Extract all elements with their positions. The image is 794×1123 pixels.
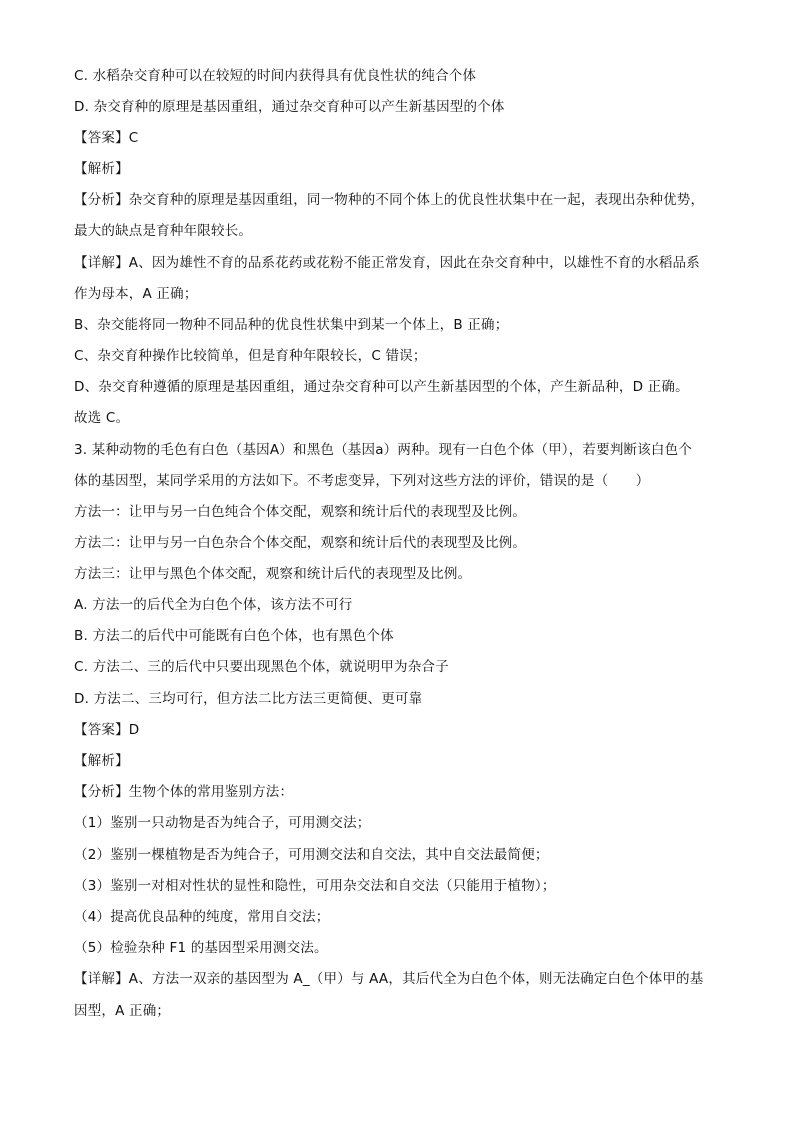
method-three-text: 方法三：让甲与黑色个体交配，观察和统计后代的表现型及比例。 [74, 566, 472, 582]
q3-option-b: B. 方法二的后代中可能既有白色个体，也有黑色个体 [74, 628, 394, 644]
question-3-stem: 3. 某种动物的毛色有白色（基因A）和黑色（基因a）两种。现有一白色个体（甲），若要判断该白色个 [74, 442, 693, 458]
method-list-item-2: （2）鉴别一棵植物是否为纯合子，可用测交法和自交法，其中自交法最简便； [74, 847, 549, 863]
q3-detail-text-cont: 因型，A 正确； [74, 1003, 171, 1019]
question-3-stem-cont: 体的基因型，某同学采用的方法如下。不考虑变异，下列对这些方法的评价，错误的是（ ） [74, 473, 650, 489]
detail-text: 【详解】A、因为雄性不育的品系花药或花粉不能正常发育，因此在杂交育种中，以雄性不育的水稻品系 [74, 255, 700, 271]
q3-answer-label: 【答案】D [74, 722, 140, 738]
detail-text-cont: 作为母本，A 正确； [74, 286, 198, 302]
q3-analysis-heading: 【解析】 [74, 753, 129, 769]
detail-d-text: D、杂交育种遵循的原理是基因重组，通过杂交育种可以产生新基因型的个体，产生新品种，D 正确。 [74, 379, 689, 395]
method-list-item-3: （3）鉴别一对相对性状的显性和隐性，可用杂交法和自交法（只能用于植物）； [74, 878, 556, 894]
method-two-text: 方法二：让甲与另一白色杂合个体交配，观察和统计后代的表现型及比例。 [74, 535, 527, 551]
detail-c-text: C、杂交育种操作比较简单，但是育种年限较长，C 错误； [74, 348, 427, 364]
q3-analysis-text: 【分析】生物个体的常用鉴别方法： [74, 784, 294, 800]
analysis-text: 【分析】杂交育种的原理是基因重组，同一物种的不同个体上的优良性状集中在一起，表现出杂种优势， [74, 192, 705, 208]
method-list-item-1: （1）鉴别一只动物是否为纯合子，可用测交法； [74, 815, 371, 831]
option-d-text: D. 杂交育种的原理是基因重组，通过杂交育种可以产生新基因型的个体 [74, 99, 505, 115]
method-one-text: 方法一：让甲与另一白色纯合个体交配，观察和统计后代的表现型及比例。 [74, 504, 527, 520]
analysis-text-cont: 最大的缺点是育种年限较长。 [74, 223, 253, 239]
method-list-item-5: （5）检验杂种 F1 的基因型采用测交法。 [74, 940, 328, 956]
option-c-text: C. 水稻杂交育种可以在较短的时间内获得具有优良性状的纯合个体 [74, 68, 477, 84]
q3-option-d: D. 方法二、三均可行，但方法二比方法三更简便、更可靠 [74, 691, 423, 707]
q3-detail-text: 【详解】A、方法一双亲的基因型为 A_（甲）与 AA，其后代全为白色个体，则无法确定白色个体甲的基 [74, 971, 704, 987]
answer-label: 【答案】C [74, 130, 139, 146]
choice-conclusion: 故选 C。 [74, 410, 130, 426]
detail-b-text: B、杂交能将同一物种不同品种的优良性状集中到某一个体上，B 正确； [74, 317, 509, 333]
q3-option-a: A. 方法一的后代全为白色个体，该方法不可行 [74, 597, 353, 613]
method-list-item-4: （4）提高优良品种的纯度，常用自交法； [74, 909, 330, 925]
analysis-heading: 【解析】 [74, 161, 129, 177]
q3-option-c: C. 方法二、三的后代中只要出现黑色个体，就说明甲为杂合子 [74, 659, 449, 675]
